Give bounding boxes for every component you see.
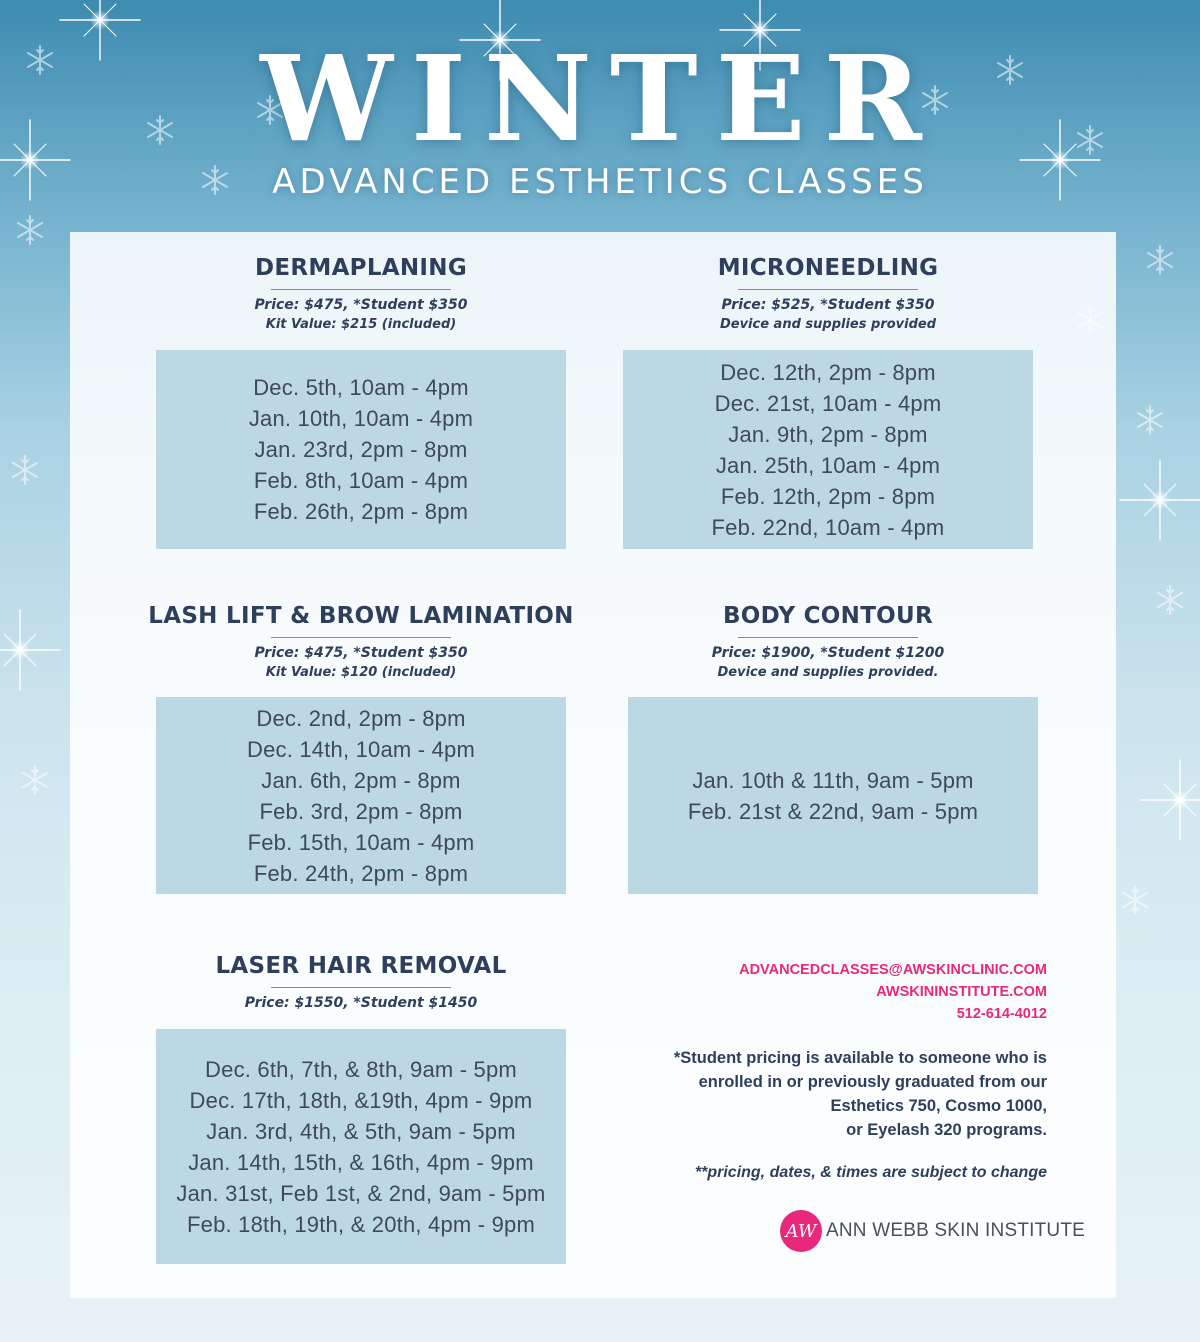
contact-phone[interactable]: 512-614-4012	[956, 1006, 1047, 1022]
date-item: Feb. 8th, 10am - 4pm	[253, 468, 469, 493]
note-line: enrolled in or previously graduated from our	[698, 1073, 1047, 1091]
date-item: Dec. 21st, 10am - 4pm	[714, 390, 942, 416]
course-note: Kit Value: $215 (included)	[265, 317, 457, 332]
contact-website-link[interactable]: AWSKININSTITUTE.COM	[876, 984, 1047, 1000]
date-item: Jan. 9th, 2pm - 8pm	[728, 421, 928, 447]
divider	[271, 987, 451, 988]
date-box-microneedling	[623, 350, 1033, 549]
date-box-laser-hair-removal	[156, 1029, 566, 1264]
logo-mark-icon: AW	[780, 1210, 822, 1252]
date-item: Jan. 25th, 10am - 4pm	[715, 452, 941, 478]
date-item: Dec. 6th, 7th, & 8th, 9am - 5pm	[205, 1056, 517, 1082]
date-item: Feb. 21st & 22nd, 9am - 5pm	[687, 798, 979, 824]
course-price: Price: $1550, *Student $1450	[244, 995, 478, 1011]
course-price: Price: $475, *Student $350	[254, 645, 468, 661]
date-item: Jan. 14th, 15th, & 16th, 4pm - 9pm	[188, 1149, 534, 1175]
course-price: Price: $1900, *Student $1200	[711, 645, 945, 661]
date-box-body-contour	[628, 697, 1038, 894]
date-item: Jan. 23rd, 2pm - 8pm	[254, 437, 468, 462]
divider	[738, 289, 918, 290]
course-title: DERMAPLANING	[254, 255, 468, 281]
course-price: Price: $475, *Student $350	[254, 297, 468, 313]
logo-name: ANN WEBB SKIN INSTITUTE	[826, 1220, 1086, 1241]
disclaimer: **pricing, dates, & times are subject to change	[694, 1164, 1047, 1181]
course-laser-hair-removal	[156, 953, 566, 1013]
brand-logo	[780, 1210, 1085, 1252]
page-subtitle: ADVANCED ESTHETICS CLASSES	[272, 162, 928, 202]
course-title: LASER HAIR REMOVAL	[215, 953, 507, 979]
course-title: LASH LIFT & BROW LAMINATION	[148, 603, 574, 629]
course-body-contour	[623, 603, 1033, 682]
course-lash-lift-brow-lamination	[141, 603, 581, 682]
date-item: Jan. 6th, 2pm - 8pm	[261, 767, 461, 793]
date-item: Feb. 3rd, 2pm - 8pm	[259, 798, 463, 824]
date-item: Feb. 24th, 2pm - 8pm	[253, 860, 469, 886]
student-pricing-note	[674, 1046, 1047, 1142]
date-item: Dec. 12th, 2pm - 8pm	[720, 359, 936, 385]
note-line: Esthetics 750, Cosmo 1000,	[830, 1097, 1047, 1115]
date-item: Feb. 12th, 2pm - 8pm	[720, 483, 936, 509]
date-item: Feb. 15th, 10am - 4pm	[247, 829, 475, 855]
date-item: Feb. 22nd, 10am - 4pm	[711, 514, 945, 540]
divider	[271, 289, 451, 290]
date-item: Feb. 26th, 2pm - 8pm	[253, 499, 469, 524]
course-title: BODY CONTOUR	[722, 603, 934, 629]
date-item: Dec. 5th, 10am - 4pm	[253, 375, 469, 400]
course-note: Device and supplies provided.	[717, 665, 939, 680]
divider	[738, 637, 918, 638]
date-item: Jan. 10th, 10am - 4pm	[248, 406, 474, 431]
date-box-dermaplaning	[156, 350, 566, 549]
contact-info	[739, 959, 1047, 1025]
course-note: Kit Value: $120 (included)	[265, 665, 457, 680]
date-item: Dec. 17th, 18th, &19th, 4pm - 9pm	[189, 1087, 533, 1113]
date-item: Dec. 2nd, 2pm - 8pm	[256, 705, 466, 731]
date-box-lash-lift	[156, 697, 566, 894]
note-line: *Student pricing is available to someone who is	[673, 1049, 1047, 1067]
date-item: Jan. 31st, Feb 1st, & 2nd, 9am - 5pm	[176, 1180, 546, 1206]
course-microneedling	[623, 255, 1033, 334]
course-title: MICRONEEDLING	[717, 255, 939, 281]
divider	[271, 637, 451, 638]
date-item: Jan. 3rd, 4th, & 5th, 9am - 5pm	[206, 1118, 516, 1144]
page-title: WINTER	[260, 29, 940, 168]
date-item: Jan. 10th & 11th, 9am - 5pm	[692, 767, 974, 793]
course-note: Device and supplies provided	[719, 317, 937, 332]
note-line: or Eyelash 320 programs.	[846, 1121, 1047, 1139]
date-item: Dec. 14th, 10am - 4pm	[247, 736, 475, 762]
course-dermaplaning	[156, 255, 566, 334]
course-price: Price: $525, *Student $350	[721, 297, 935, 313]
date-item: Feb. 18th, 19th, & 20th, 4pm - 9pm	[187, 1211, 535, 1237]
contact-email-link[interactable]: ADVANCEDCLASSES@AWSKINCLINIC.COM	[739, 962, 1047, 978]
